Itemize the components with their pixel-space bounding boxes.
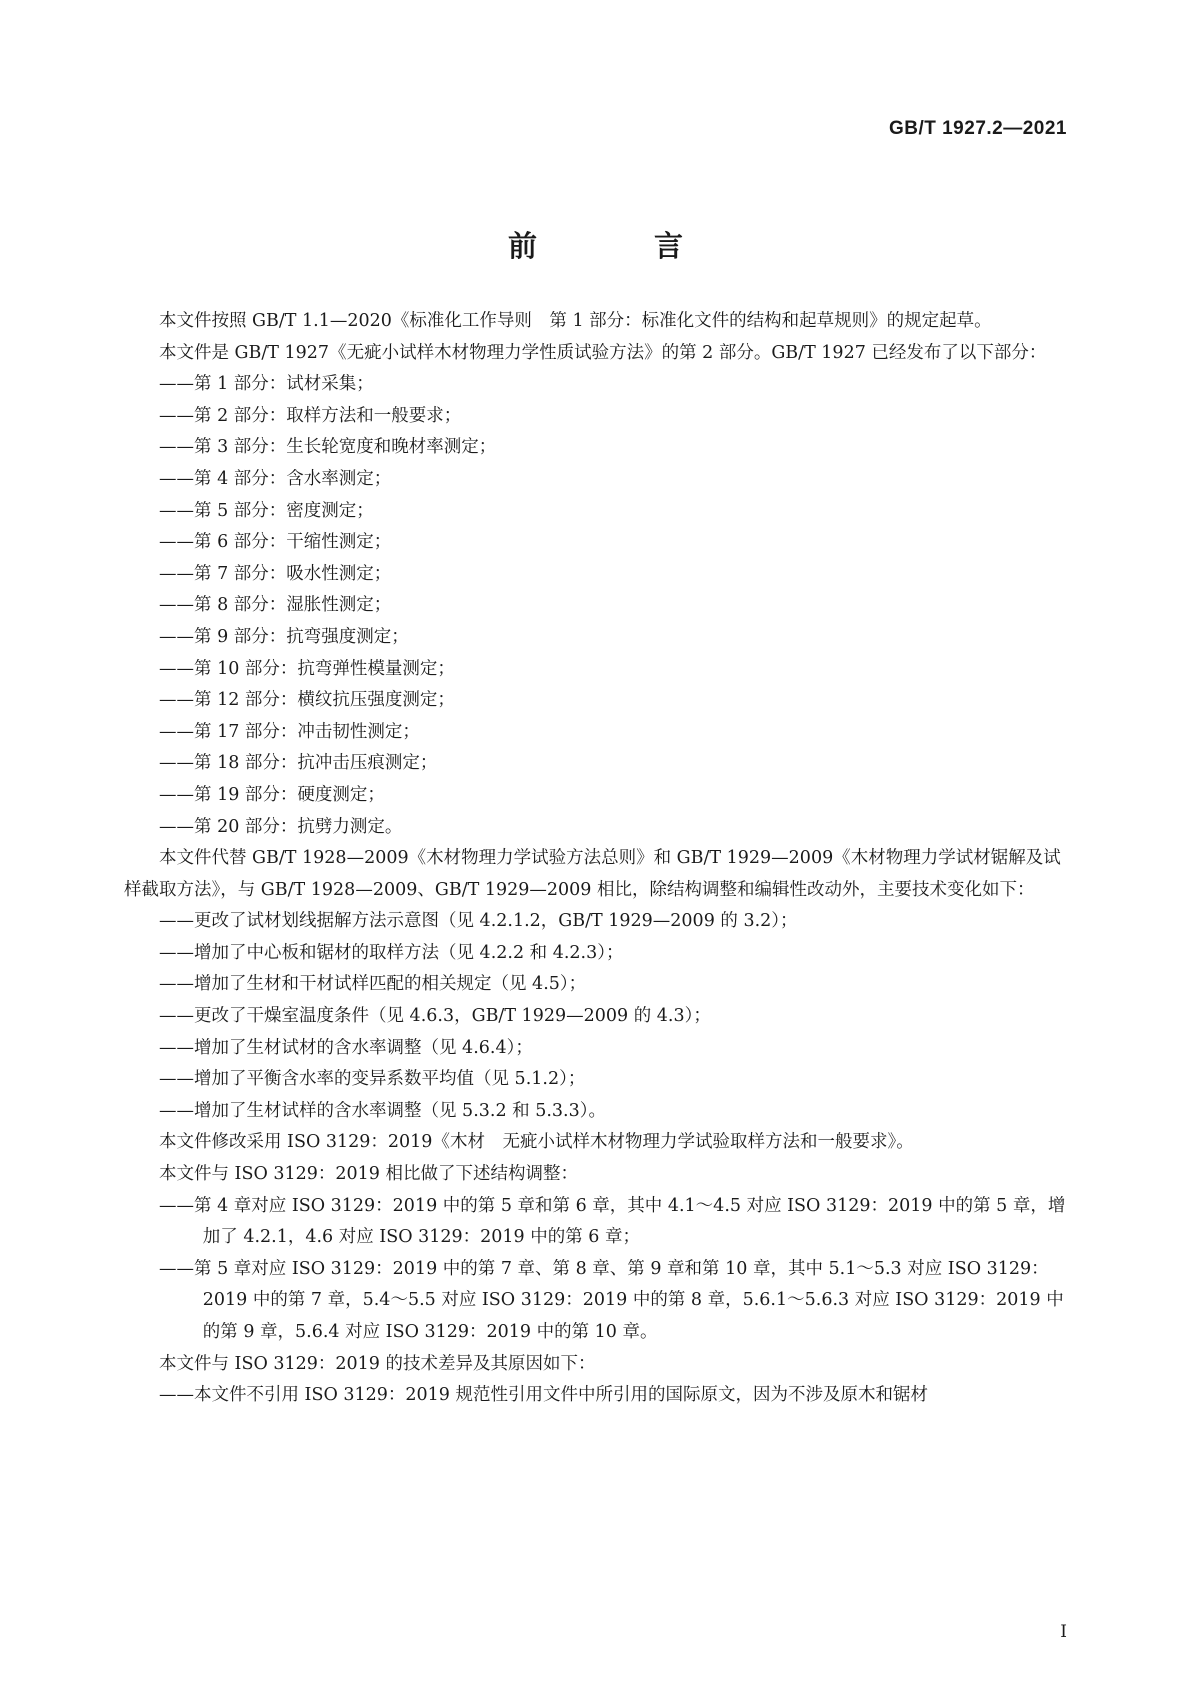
page-title: 前 言 bbox=[507, 229, 727, 263]
document-code: GB/T 1927.2—2021 bbox=[888, 118, 1067, 139]
list-item: ——第 17 部分：冲击韧性测定； bbox=[159, 721, 420, 742]
list-item: ——第 12 部分：横纹抗压强度测定； bbox=[159, 690, 455, 711]
list-item: ——第 7 部分：吸水性测定； bbox=[159, 563, 392, 584]
list-item: ——第 1 部分：试材采集； bbox=[159, 374, 374, 395]
paragraph: 本文件修改采用 ISO 3129：2019《木材 无疵小试样木材物理力学试验取样方法和一般要求》。 bbox=[159, 1132, 914, 1153]
list-item: ——第 19 部分：硬度测定； bbox=[159, 784, 385, 805]
list-item: ——第 6 部分：干缩性测定； bbox=[159, 532, 392, 553]
list-item: ——第 2 部分：取样方法和一般要求； bbox=[159, 405, 462, 426]
paragraph: 本文件与 ISO 3129：2019 的技术差异及其原因如下： bbox=[159, 1353, 596, 1374]
list-item: ——更改了干燥室温度条件（见 4.6.3，GB/T 1929—2009 的 4.3）； bbox=[159, 1006, 711, 1027]
list-item: ——增加了中心板和锯材的取样方法（见 4.2.2 和 4.2.3）； bbox=[159, 942, 624, 963]
list-item: ——增加了生材试材的含水率调整（见 4.6.4）； bbox=[159, 1037, 533, 1058]
document-body bbox=[124, 306, 1068, 1412]
page-number: I bbox=[1060, 1622, 1067, 1642]
list-item: ——第 10 部分：抗弯弹性模量测定； bbox=[159, 658, 455, 679]
paragraph: 本文件按照 GB/T 1.1—2020《标准化工作导则 第 1 部分：标准化文件的结构和起草规则》的规定起草。 bbox=[159, 311, 992, 331]
list-item: ——增加了生材试样的含水率调整（见 5.3.2 和 5.3.3）。 bbox=[159, 1100, 606, 1121]
list-item: ——增加了生材和干材试样匹配的相关规定（见 4.5）； bbox=[159, 974, 587, 995]
paragraph: 本文件是 GB/T 1927《无疵小试样木材物理力学性质试验方法》的第 2 部分。GB/T 1927 已经发布了以下部分： bbox=[159, 342, 1047, 363]
list-item: ——第 5 章对应 ISO 3129：2019 中的第 7 章、第 8 章、第 9 章和第 10 章，其中 5.1～5.3 对应 ISO 3129：2019 中的第 7 章，5.4～5.5 对应 ISO 3129：2019 中的第 8 章，5.6.1～5.6.3 对应 ISO 3129：2019 中的第 9 章，5.6.4 对应 ISO 3129：2019 中的第 10 章。 bbox=[159, 1258, 1064, 1342]
list-item: ——第 5 部分：密度测定； bbox=[159, 500, 374, 521]
list-item: ——第 18 部分：抗冲击压痕测定； bbox=[159, 753, 438, 774]
list-item: ——本文件不引用 ISO 3129：2019 规范性引用文件中所引用的国际原文，因为不涉及原木和锯材 bbox=[159, 1385, 929, 1406]
list-item: ——第 20 部分：抗劈力测定。 bbox=[159, 816, 403, 837]
list-item: ——第 3 部分：生长轮宽度和晚材率测定； bbox=[159, 437, 497, 458]
list-item: ——增加了平衡含水率的变异系数平均值（见 5.1.2）； bbox=[159, 1069, 586, 1090]
list-item: ——第 4 章对应 ISO 3129：2019 中的第 5 章和第 6 章，其中 4.1～4.5 对应 ISO 3129：2019 中的第 5 章，增加了 4.2.1，4.6 对应 ISO 3129：2019 中的第 6 章； bbox=[159, 1195, 1066, 1248]
list-item: ——第 4 部分：含水率测定； bbox=[159, 468, 392, 489]
list-item: ——第 8 部分：湿胀性测定； bbox=[159, 595, 392, 616]
paragraph: 本文件代替 GB/T 1928—2009《木材物理力学试验方法总则》和 GB/T 1929—2009《木材物理力学试材锯解及试样截取方法》，与 GB/T 1928—2009、GB/T 1929—2009 相比，除结构调整和编辑性改动外，主要技术变化如下： bbox=[124, 848, 1061, 900]
list-item: ——第 9 部分：抗弯强度测定； bbox=[159, 626, 409, 647]
paragraph: 本文件与 ISO 3129：2019 相比做了下述结构调整： bbox=[159, 1164, 579, 1185]
list-item: ——更改了试材划线据解方法示意图（见 4.2.1.2，GB/T 1929—2009 的 3.2）； bbox=[159, 911, 798, 932]
